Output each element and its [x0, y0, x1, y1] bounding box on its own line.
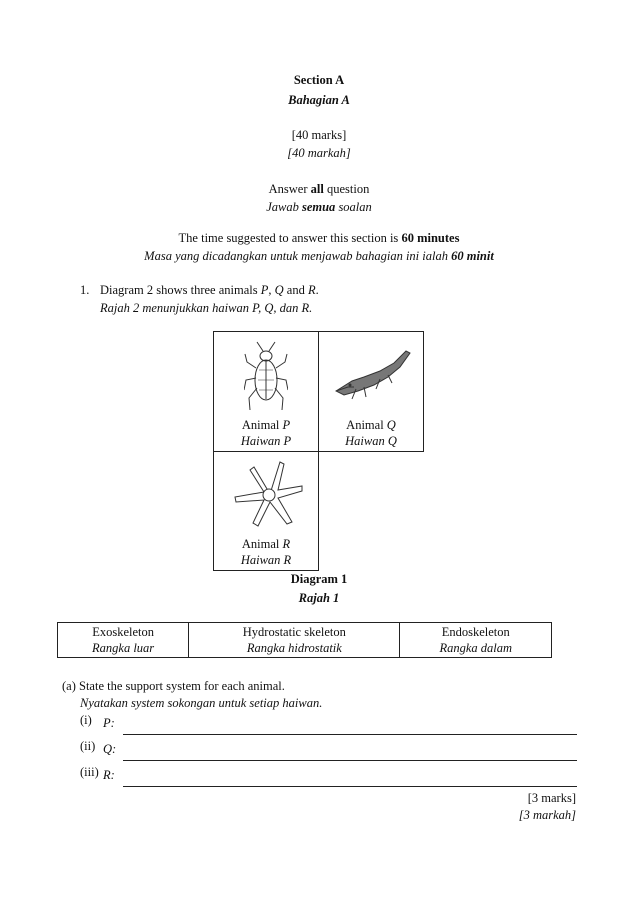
item-label-p: P:	[103, 716, 115, 730]
answer-instruction-my: Jawab semua soalan	[266, 200, 372, 214]
animal-q-box	[318, 331, 424, 452]
answer-line-q[interactable]	[123, 760, 577, 761]
option-my: Rangka hidrostatik	[246, 641, 342, 655]
section-marks-my: [40 markah]	[287, 146, 351, 160]
animal-r-box	[213, 451, 319, 571]
option-en: Hydrostatic skeleton	[242, 625, 346, 639]
option-cell	[189, 623, 400, 658]
time-instruction-my: Masa yang dicadangkan untuk menjawab bahagian ini ialah 60 minit	[144, 249, 494, 263]
option-en: Exoskeleton	[92, 625, 154, 639]
section-title-my: Bahagian A	[288, 93, 350, 107]
animal-q-label: Animal Q	[346, 418, 396, 432]
animal-r-label: Animal R	[241, 537, 291, 551]
beetle-icon	[244, 340, 288, 412]
question-text: Diagram 2 shows three animals P, Q and R.	[100, 283, 319, 297]
part-a-marks-my: [3 markah]	[518, 808, 576, 822]
answer-line-r[interactable]	[123, 786, 577, 787]
item-label-q: Q:	[103, 742, 117, 756]
options-table	[57, 622, 552, 658]
part-a-text: (a) State the support system for each animal.	[62, 679, 285, 693]
option-cell	[58, 623, 189, 658]
item-number: (i)	[80, 713, 92, 727]
animal-q-label-my: Haiwan Q	[345, 434, 397, 448]
answer-line-p[interactable]	[123, 734, 577, 735]
item-number: (iii)	[80, 765, 99, 779]
section-title: Section A	[293, 73, 345, 87]
animal-p-box	[213, 331, 319, 452]
item-number: (ii)	[80, 739, 96, 753]
option-my: Rangka dalam	[439, 641, 512, 655]
question-text-my: Rajah 2 menunjukkan haiwan P, Q, dan R.	[100, 301, 313, 315]
option-my: Rangka luar	[92, 641, 155, 655]
option-cell	[400, 623, 552, 658]
section-marks: [40 marks]	[291, 128, 347, 142]
answer-instruction: Answer all question	[268, 182, 370, 196]
diagram-caption: Diagram 1	[290, 572, 348, 586]
part-a-text-my: Nyatakan system sokongan untuk setiap haiwan.	[80, 696, 323, 710]
time-instruction: The time suggested to answer this section is 60 minutes	[178, 231, 460, 245]
item-label-r: R:	[103, 768, 115, 782]
question-number: 1.	[80, 283, 90, 297]
animal-r-label-my: Haiwan R	[240, 553, 292, 567]
option-en: Endoskeleton	[441, 625, 510, 639]
crocodile-icon	[334, 347, 412, 403]
part-a-marks: [3 marks]	[527, 791, 576, 805]
starfish-icon	[232, 458, 304, 528]
animal-p-label: Animal P	[241, 418, 291, 432]
diagram-caption-my: Rajah 1	[298, 591, 340, 605]
animal-p-label-my: Haiwan P	[240, 434, 292, 448]
